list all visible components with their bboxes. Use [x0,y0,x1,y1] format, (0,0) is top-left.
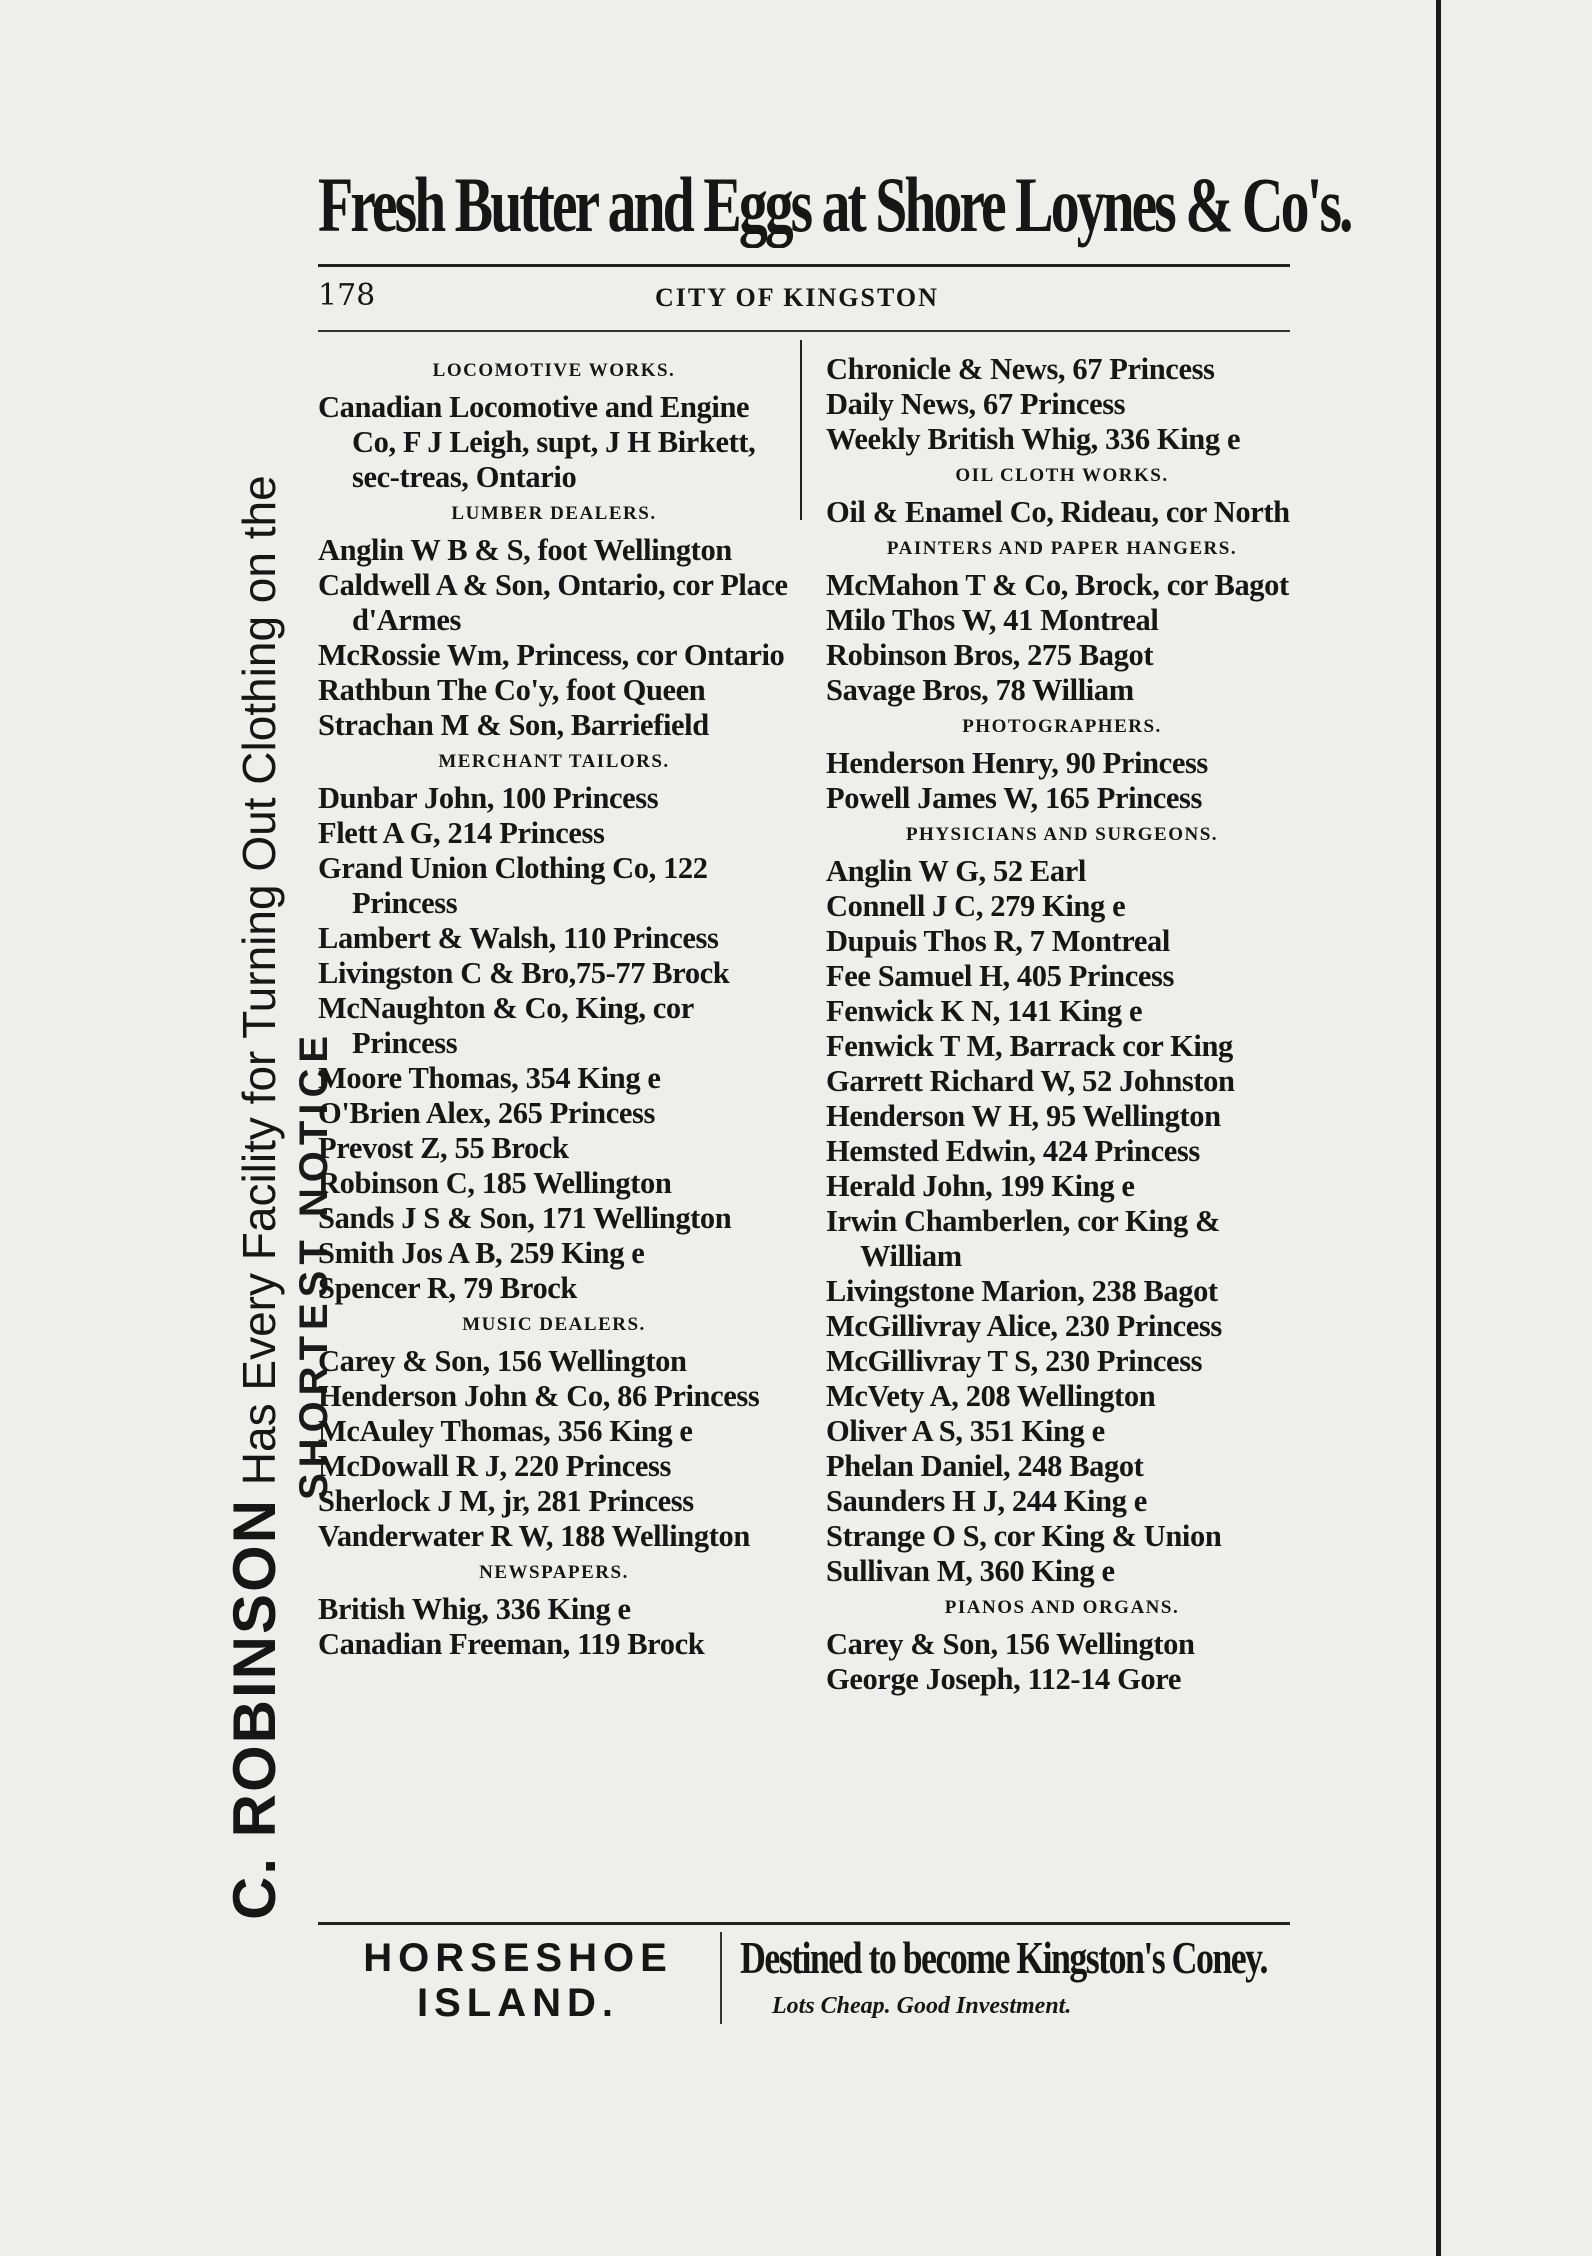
directory-entry: Herald John, 199 King e [826,1169,1135,1203]
directory-entry: Caldwell A & Son, Ontario, cor Place d'Armes [318,568,788,637]
directory-entry: Spencer R, 79 Brock [318,1271,577,1305]
directory-entry: Milo Thos W, 41 Montreal [826,603,1159,637]
section-title: PIANOS AND ORGANS. [944,1597,1180,1618]
directory-entry: McRossie Wm, Princess, cor Ontario [318,638,785,672]
directory-entry: Robinson C, 185 Wellington [318,1166,672,1200]
directory-entry: Powell James W, 165 Princess [826,781,1202,815]
directory-entry: Canadian Freeman, 119 Brock [318,1627,705,1661]
page-number: 178 [318,278,376,313]
directory-entry: Vanderwater R W, 188 Wellington [318,1519,750,1553]
directory-entry: Smith Jos A B, 259 King e [318,1236,645,1270]
footer-right-subtitle: Lots Cheap. Good Investment. [772,1993,1072,2019]
directory-entry: Moore Thomas, 354 King e [318,1061,661,1095]
directory-entry: Oil & Enamel Co, Rideau, cor North [826,495,1290,529]
directory-entry: McDowall R J, 220 Princess [318,1449,671,1483]
directory-entry: Saunders H J, 244 King e [826,1484,1147,1518]
directory-entry: British Whig, 336 King e [318,1592,631,1626]
header-rule [318,330,1290,332]
directory-entry: Chronicle & News, 67 Princess [826,352,1215,386]
directory-entry: Hemsted Edwin, 424 Princess [826,1134,1200,1168]
side-ad-line [215,475,295,1920]
footer-left-line2: ISLAND. [417,1981,619,2025]
directory-entry: Sullivan M, 360 King e [826,1554,1115,1588]
section-title: MERCHANT TAILORS. [438,751,670,772]
section-title: LOCOMOTIVE WORKS. [432,360,676,381]
directory-entry: Fenwick T M, Barrack cor King [826,1029,1233,1063]
directory-entry: Connell J C, 279 King e [826,889,1126,923]
directory-entry: Savage Bros, 78 William [826,673,1134,707]
footer-divider [720,1932,722,2024]
directory-entry: Robinson Bros, 275 Bagot [826,638,1154,672]
directory-entry: Weekly British Whig, 336 King e [826,422,1241,456]
footer-left-ad [318,1935,718,2025]
side-ad-name: C. ROBINSON [221,1497,288,1920]
footer-right-title: Destined to become Kingston's Coney. [740,1932,1267,1983]
directory-entry: McGillivray Alice, 230 Princess [826,1309,1222,1343]
footer-right-ad [740,1930,1300,2026]
directory-entry: McAuley Thomas, 356 King e [318,1414,693,1448]
directory-entry: Daily News, 67 Princess [826,387,1126,421]
directory-entry: McVety A, 208 Wellington [826,1379,1156,1413]
directory-entry: McNaughton & Co, King, cor Princess [318,991,694,1060]
side-ad-notice: SHORTEST NOTICE [292,1029,336,1500]
banner-rule [318,264,1290,267]
directory-entry: Anglin W B & S, foot Wellington [318,533,732,567]
directory-entry: Strange O S, cor King & Union [826,1519,1222,1553]
directory-entry: Fenwick K N, 141 King e [826,994,1143,1028]
left-column [318,352,790,1662]
directory-entry: Irwin Chamberlen, cor King & William [826,1204,1221,1273]
directory-entry: Canadian Locomotive and Engine Co, F J Leigh, supt, J H Birkett, sec-treas, Ontario [318,390,756,494]
directory-entry: McMahon T & Co, Brock, cor Bagot [826,568,1289,602]
footer-rule [318,1922,1290,1925]
page-edge-line [1436,0,1441,2256]
directory-entry: Anglin W G, 52 Earl [826,854,1086,888]
directory-entry: Henderson W H, 95 Wellington [826,1099,1221,1133]
directory-entry: Sherlock J M, jr, 281 Princess [318,1484,694,1518]
directory-entry: O'Brien Alex, 265 Princess [318,1096,655,1130]
section-title: PHOTOGRAPHERS. [962,716,1162,737]
directory-entry: Prevost Z, 55 Brock [318,1131,569,1165]
column-divider [800,340,802,520]
section-title: PAINTERS AND PAPER HANGERS. [886,538,1238,559]
directory-entry: Dunbar John, 100 Princess [318,781,659,815]
directory-entry: Phelan Daniel, 248 Bagot [826,1449,1144,1483]
side-ad-text: Has Every Facility for Turning Out Clothing on the [233,475,285,1486]
directory-entry: Carey & Son, 156 Wellington [826,1627,1195,1661]
section-title: LUMBER DEALERS. [451,503,657,524]
directory-entry: Grand Union Clothing Co, 122 Princess [318,851,708,920]
directory-entry: Henderson John & Co, 86 Princess [318,1379,760,1413]
directory-entry: Carey & Son, 156 Wellington [318,1344,687,1378]
directory-entry: Strachan M & Son, Barriefield [318,708,709,742]
running-head: CITY OF KINGSTON [655,283,939,312]
directory-entry: Fee Samuel H, 405 Princess [826,959,1174,993]
section-title: NEWSPAPERS. [479,1562,629,1583]
directory-entry: Dupuis Thos R, 7 Montreal [826,924,1170,958]
directory-entry: Livingston C & Bro,75-77 Brock [318,956,730,990]
directory-entry: Oliver A S, 351 King e [826,1414,1105,1448]
section-title: PHYSICIANS AND SURGEONS. [905,824,1219,845]
directory-entry: Flett A G, 214 Princess [318,816,605,850]
top-advertisement-banner: Fresh Butter and Eggs at Shore Loynes & Co's. [318,161,1351,248]
directory-entry: Henderson Henry, 90 Princess [826,746,1208,780]
directory-entry: George Joseph, 112-14 Gore [826,1662,1181,1696]
directory-entry: Livingstone Marion, 238 Bagot [826,1274,1218,1308]
right-column [826,352,1298,1697]
footer-left-line1: HORSESHOE [363,1936,673,1980]
directory-entry: Lambert & Walsh, 110 Princess [318,921,719,955]
directory-entry: McGillivray T S, 230 Princess [826,1344,1203,1378]
directory-entry: Garrett Richard W, 52 Johnston [826,1064,1235,1098]
directory-entry: Sands J S & Son, 171 Wellington [318,1201,732,1235]
section-title: OIL CLOTH WORKS. [955,465,1169,486]
directory-entry: Rathbun The Co'y, foot Queen [318,673,706,707]
section-title: MUSIC DEALERS. [462,1314,646,1335]
